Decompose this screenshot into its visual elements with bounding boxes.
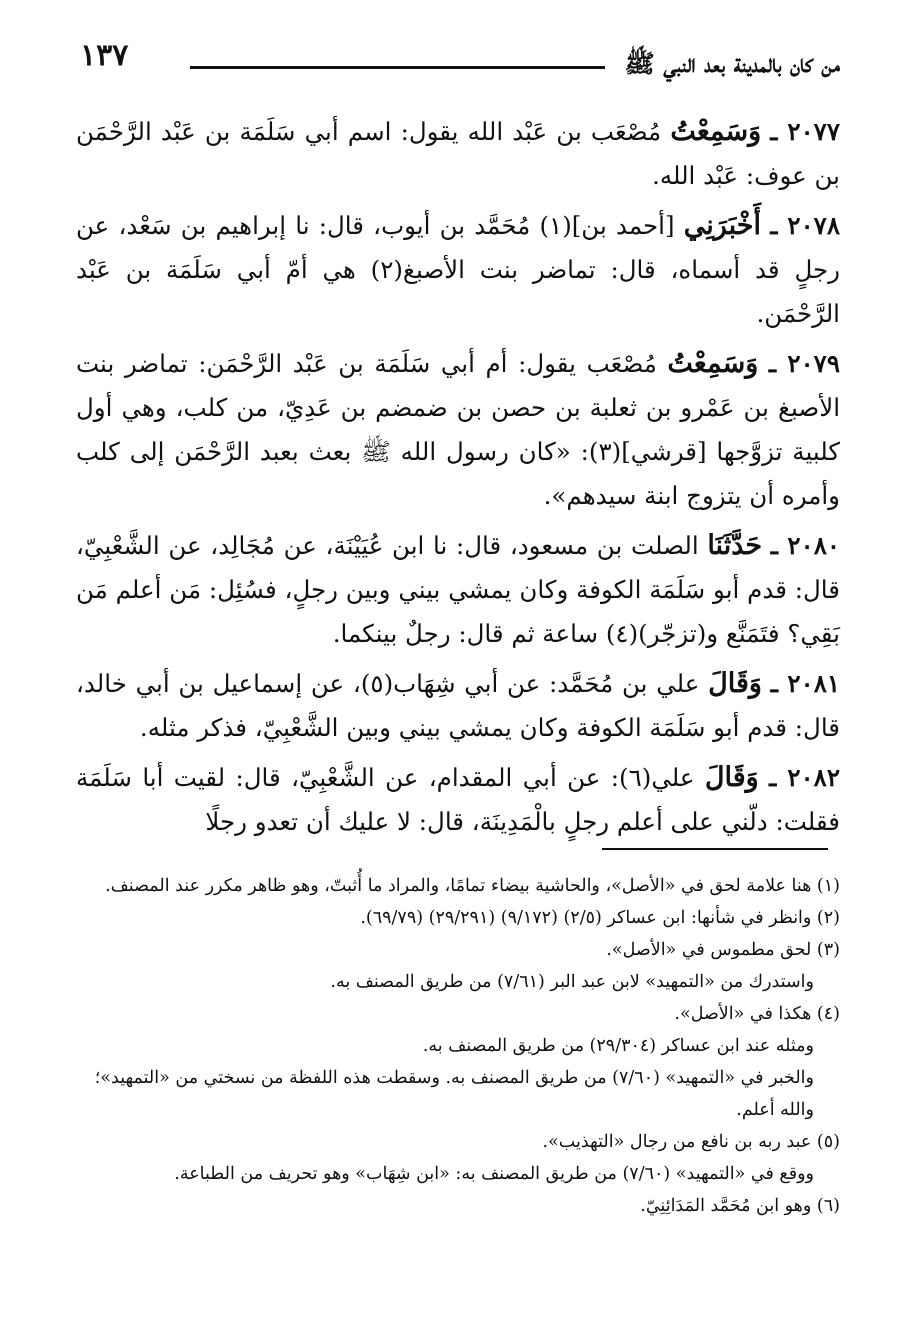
hadith-number: ٢٠٧٩ ـ — [768, 349, 840, 378]
header-rule — [190, 66, 605, 69]
hadith-text: [أحمد بن](١) مُحَمَّد بن أيوب، قال: نا إبراهيم بن سَعْد، عن رجلٍ قد أسماه، قال: تماضر بنت الأصبغ(٢) هي أمّ أبي سَلَمَة بن عَبْد الرَّحْمَن. — [76, 211, 840, 328]
footnote-continuation: واستدرك من «التمهيد» لابن عبد البر (٧/٦١) من طريق المصنف به. — [330, 972, 814, 992]
transmission-verb: وَقَالَ — [708, 668, 762, 699]
transmission-verb: حَدَّثَنَا — [707, 530, 763, 561]
hadith-number: ٢٠٨١ ـ — [770, 669, 841, 698]
hadith-text: مُصْعَب بن عَبْد الله يقول: اسم أبي سَلَمَة بن عَبْد الرَّحْمَن بن عوف: عَبْد الله. — [76, 117, 840, 190]
page-header — [80, 38, 840, 88]
hadith-number: ٢٠٨٠ ـ — [770, 531, 841, 560]
footnotes — [60, 870, 840, 1222]
running-title: من كان بالمدينة بعد النبي ﷺ — [624, 49, 840, 78]
hadith-paragraph — [76, 524, 840, 656]
footnote-continuation: ووقع في «التمهيد» (٧/٦٠) من طريق المصنف به: «ابن شِهَاب» وهو تحريف من الطباعة. — [174, 1164, 814, 1184]
hadith-number: ٢٠٨٢ ـ — [769, 763, 840, 792]
footnote: (٢) وانظر في شأنها: ابن عساكر (٢/٥) (٩/١٧٢) (٢٩/٢٩١) (٦٩/٧٩). — [360, 908, 840, 928]
hadith-text: مُصْعَب يقول: أم أبي سَلَمَة بن عَبْد الرَّحْمَن: تماضر بنت الأصبغ بن عَمْرو بن ثعلبة بن حصن بن ضمضم بن عَدِيّ، من كلب، وهي أول كلبية تزوَّجها [قرشي](٣): «كان رسول الله ﷺ بعث بعبد الرَّحْمَن إلى كلب وأمره أن يتزوج ابنة سيدهم». — [76, 349, 841, 510]
hadith-number: ٢٠٧٧ ـ — [770, 117, 840, 146]
footnote: (٤) هكذا في «الأصل». — [674, 1004, 840, 1024]
footnote: (٣) لحق مطموس في «الأصل». — [606, 940, 840, 960]
hadith-number: ٢٠٧٨ ـ — [770, 211, 840, 240]
transmission-verb: وَقَالَ — [704, 762, 759, 793]
transmission-verb: وَسَمِعْتُ — [670, 116, 762, 147]
transmission-verb: وَسَمِعْتُ — [667, 348, 759, 379]
footnote: (٦) وهو ابن مُحَمَّد المَدَائِنِيّ. — [640, 1196, 840, 1216]
hadith-paragraph — [76, 110, 840, 198]
footnote: (١) هنا علامة لحق في «الأصل»، والحاشية بيضاء تمامًا، والمراد ما أُثبتّ، وهو ظاهر مكرر عند المصنف. — [105, 876, 840, 896]
hadith-paragraph — [76, 204, 840, 336]
hadith-paragraph — [76, 756, 840, 844]
hadith-paragraph — [76, 662, 840, 750]
hadith-text: علي(٦): عن أبي المقدام، عن الشَّعْبِيّ، قال: لقيت أبا سَلَمَة فقلت: دلّني على أعلم رجلٍ بالْمَدِينَة، قال: لا عليك أن تعدو رجلًا — [76, 763, 840, 836]
transmission-verb: أَخْبَرَنِي — [683, 210, 761, 241]
hadith-text: علي بن مُحَمَّد: عن أبي شِهَاب(٥)، عن إسماعيل بن أبي خالد، قال: قدم أبو سَلَمَة الكوفة وكان يمشي بيني وبين الشَّعْبِيّ، فذكر مثله. — [76, 669, 840, 742]
hadith-paragraph — [76, 342, 840, 518]
footnote-separator — [602, 848, 828, 850]
page-number: ١٣٧ — [80, 38, 129, 73]
main-text — [76, 110, 840, 850]
footnote: (٥) عبد ربه بن نافع من رجال «التهذيب». — [542, 1132, 840, 1152]
footnote-continuation: والخبر في «التمهيد» (٧/٦٠) من طريق المصنف به. وسقطت هذه اللفظة من نسختي من «التمهيد»؛ والله أعلم. — [94, 1068, 814, 1120]
hadith-text: الصلت بن مسعود، قال: نا ابن عُيَيْنَة، عن مُجَالِد، عن الشَّعْبِيّ، قال: قدم أبو سَلَمَة الكوفة وكان يمشي بيني وبين رجلٍ، فسُئِل: مَن أعلم مَن بَقِي؟ فتَمَنَّع و(تزجّر)(٤) ساعة ثم قال: رجلٌ بينكما. — [76, 531, 840, 648]
footnote-continuation: ومثله عند ابن عساكر (٢٩/٣٠٤) من طريق المصنف به. — [422, 1036, 814, 1056]
